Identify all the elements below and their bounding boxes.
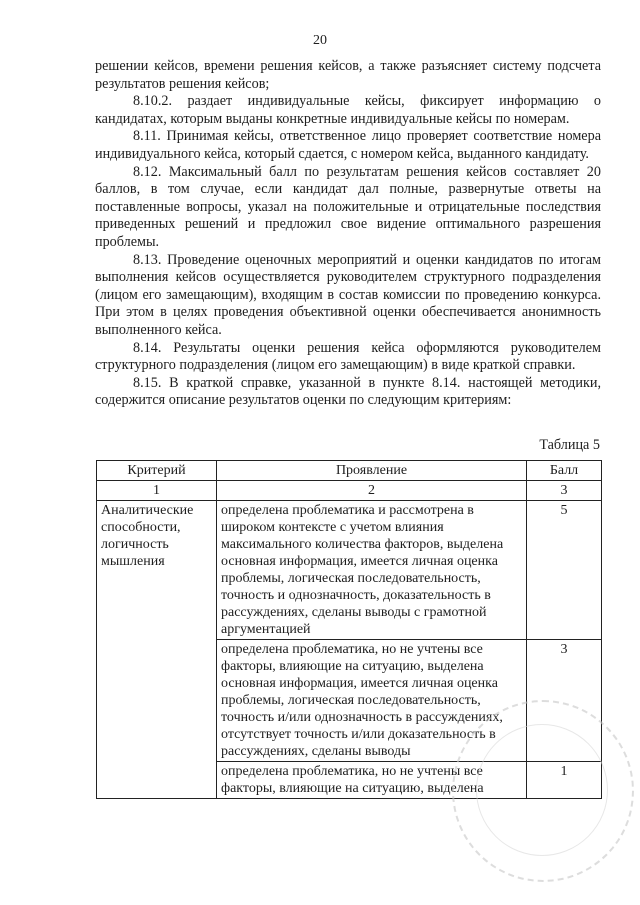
paragraph-8-10-2: 8.10.2. раздает индивидуальные кейсы, фиксирует информацию о кандидатах, которым выданы конкретные индивидуальные кейсы по номерам. (95, 93, 601, 127)
table-row (97, 501, 602, 640)
header-manifestation: Проявление (217, 461, 527, 481)
column-number: 2 (217, 481, 527, 501)
paragraph-8-11: 8.11. Принимая кейсы, ответственное лицо проверяет соответствие номера индивидуального кейса, который сдается, с номером кейса, выданного кандидату. (95, 128, 601, 162)
column-number: 1 (97, 481, 217, 501)
score-cell: 3 (527, 640, 602, 762)
table-number-row (97, 481, 602, 501)
page-number: 20 (313, 33, 327, 48)
manifestation-cell: определена проблематика, но не учтены все факторы, влияющие на ситуацию, выделена (217, 762, 527, 799)
criterion-cell: Аналитические способности, логичность мышления (97, 501, 217, 799)
score-cell: 5 (527, 501, 602, 640)
body-text (95, 58, 601, 410)
paragraph-8-12: 8.12. Максимальный балл по результатам решения кейсов составляет 20 баллов, в том случае, если кандидат дал полные, развернутые ответы на поставленные вопросы, указал на положительные и отрицательные последствия приведенных решений и предложил свое видение оптимального разрешения проблемы. (95, 163, 601, 250)
header-criterion: Критерий (97, 461, 217, 481)
column-number: 3 (527, 481, 602, 501)
manifestation-cell: определена проблематика и рассмотрена в широком контексте с учетом влияния максимального количества факторов, выделена основная информация, имеется личная оценка проблемы, логическая последовательность, точность и однозначность, доказательность в рассуждениях, сделаны выводы с грамотной аргументацией (217, 501, 527, 640)
manifestation-cell: определена проблематика, но не учтены все факторы, влияющие на ситуацию, выделена основная информация, имеется личная оценка проблемы, логическая последовательность, точность и/или однозначность в рассуждениях, отсутствует точность и/или доказательность в рассуждениях, сделаны выводы (217, 640, 527, 762)
header-score: Балл (527, 461, 602, 481)
seal-stamp-inner-ring (476, 724, 608, 856)
paragraph: решении кейсов, времени решения кейсов, а также разъясняет систему подсчета результатов решения кейсов; (95, 58, 601, 92)
paragraph-8-15: 8.15. В краткой справке, указанной в пункте 8.14. настоящей методики, содержится описание результатов оценки по следующим критериям: (95, 374, 601, 409)
score-cell: 1 (527, 762, 602, 799)
table-caption: Таблица 5 (539, 437, 600, 453)
paragraph-8-13: 8.13. Проведение оценочных мероприятий и оценки кандидатов по итогам выполнения кейсов осуществляется руководителем структурного подразделения (лицом его замещающим), входящим в состав комиссии по проведению конкурса. При этом в целях проведения объективной оценки обеспечивается анонимность выполненного кейса. (95, 251, 601, 338)
table-header-row (97, 461, 602, 481)
seal-stamp (452, 700, 634, 882)
paragraph-8-14: 8.14. Результаты оценки решения кейса оформляются руководителем структурного подразделения (лицом его замещающим) в виде краткой справки. (95, 339, 601, 374)
